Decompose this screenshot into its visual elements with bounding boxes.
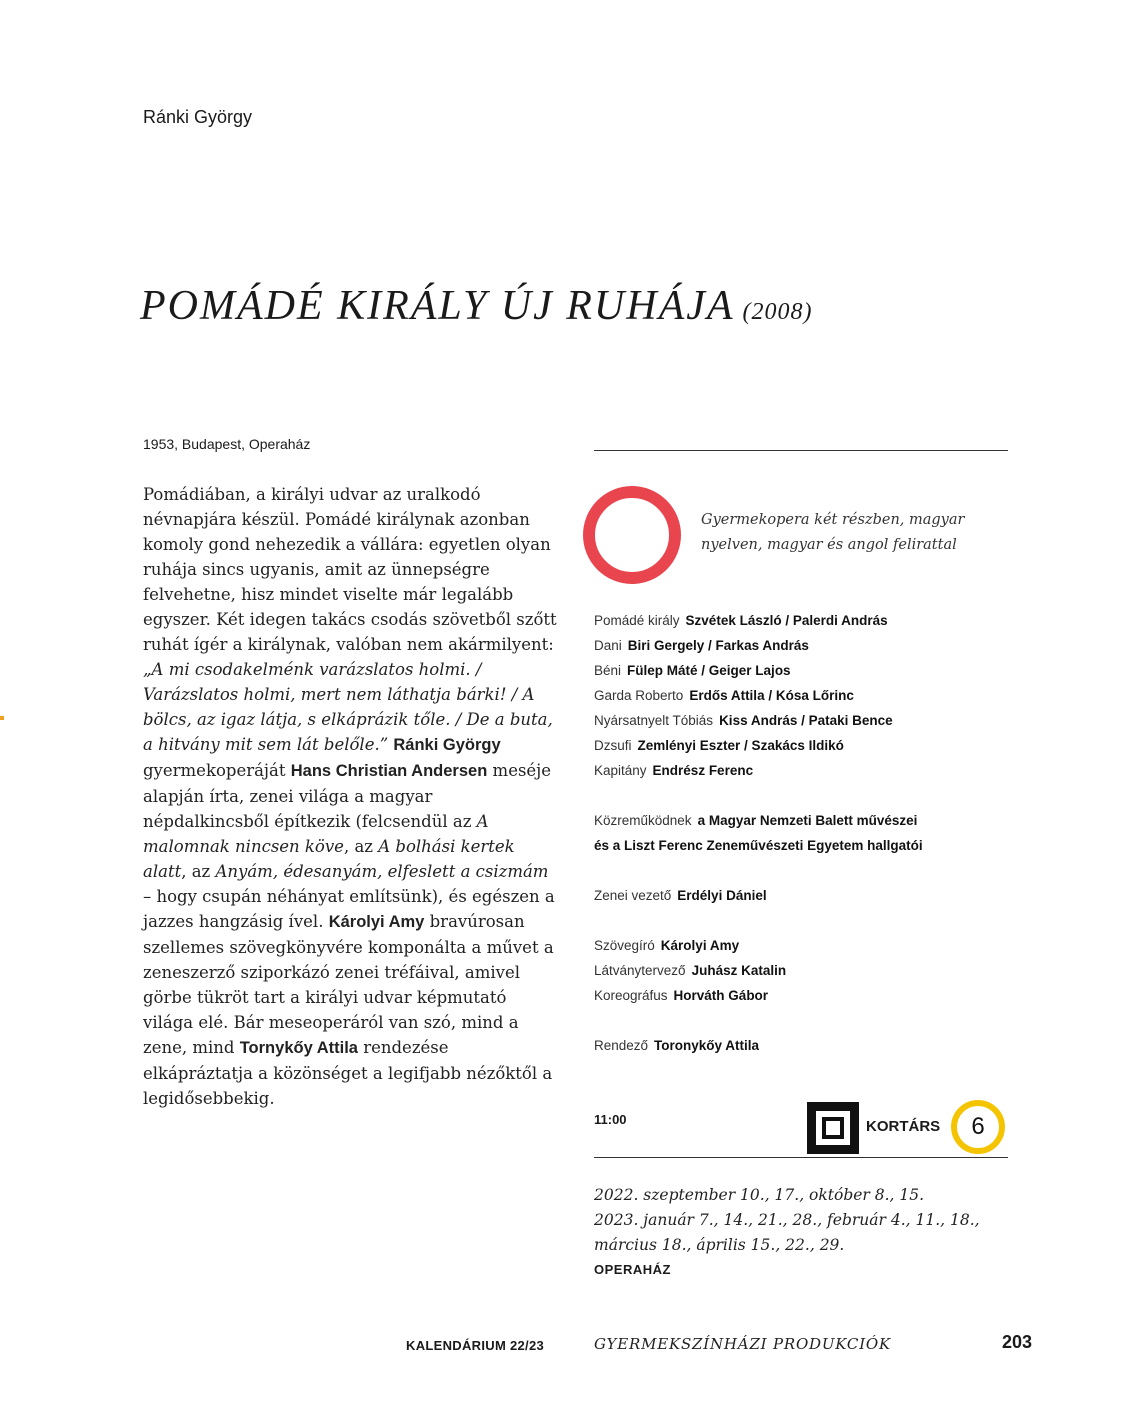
creator-role: Koreográfus [594,988,668,1003]
composer-name: Ránki György [143,107,253,127]
creator-name: Horváth Gábor [673,988,769,1003]
synopsis-text: , az [343,837,379,856]
page-title: POMÁDÉ KIRÁLY ÚJ RUHÁJA [140,283,735,329]
creator-row [594,958,923,983]
cast-name: Endrész Ferenc [652,763,754,778]
cast-name: Szvétek László / Palerdi András [685,613,888,628]
cast-role: Pomádé király [594,613,680,628]
synopsis-text: rendezése elkápráztatja a közönséget a legifjabb nézőktől a legidősebbekig. [143,1038,553,1108]
footer-section: GYERMEKSZÍNHÁZI PRODUKCIÓK [594,1335,892,1353]
cast-row [594,683,923,708]
cast-role: Nyársatnyelt Tóbiás [594,713,714,728]
synopsis [143,482,561,1111]
director-name: Toronykőy Attila [654,1038,760,1053]
synopsis-song-title: Anyám, édesanyám, elfeslett a csizmám [215,862,549,881]
venue: OPERAHÁZ [594,1262,671,1277]
series-label: KORTÁRS [866,1118,941,1135]
cast-name: Zemlényi Eszter / Szakács Ildikó [637,738,844,753]
synopsis-text: , az [181,862,216,881]
cast-name: Erdős Attila / Kósa Lőrinc [689,688,854,703]
cast-role: Garda Roberto [594,688,684,703]
synopsis-bold-name: Ránki György [393,736,501,754]
creator-row [594,933,923,958]
divider-bottom [594,1157,1008,1158]
synopsis-bold-name: Tornykőy Attila [239,1039,358,1057]
cast-row [594,758,923,783]
contrib-line1: a Magyar Nemzeti Balett művészei [697,813,918,828]
conductor-role: Zenei vezető [594,888,672,903]
page-number: 203 [1002,1332,1033,1352]
director-role: Rendező [594,1038,649,1053]
creator-role: Szövegíró [594,938,655,953]
cast-role: Kapitány [594,763,647,778]
performance-time: 11:00 [594,1112,627,1127]
director-row [594,1033,923,1058]
cast-name: Fülep Máté / Geiger Lajos [627,663,791,678]
creator-role: Látványtervező [594,963,686,978]
contrib-row [594,808,923,833]
cast-name: Kiss András / Pataki Bence [719,713,893,728]
synopsis-bold-name: Hans Christian Andersen [290,762,488,780]
synopsis-bold-name: Károlyi Amy [328,913,425,931]
creator-name: Juhász Katalin [691,963,787,978]
credits-list [594,608,923,1058]
synopsis-text: Pomádiában, a királyi udvar az uralkodó névnapjára készül. Pomádé királynak azonban komoly gond nehezedik a vállára: egyetlen olyan ruhája sincs ugyanis, amit az ünnepségre felvehetne, hisz mindet viselte már legalább egyszer. Két idegen takács csodás szövetből szőtt ruhát ígér a királynak, valóban nem akármilyent: [143,485,557,654]
footer-publication: KALENDÁRIUM 22/23 [406,1338,545,1353]
synopsis-text: bravúrosan szellemes szövegkönyvére komponálta a művet a zeneszerző sziporkázó zenei tréfáival, amivel görbe tükröt tart a királyi udvar képmutató világa elé. Bár meseoperáról van szó, mind a zene, mind [143,912,554,1057]
creator-name: Károlyi Amy [660,938,740,953]
age-rating-icon: 6 [951,1100,1005,1154]
cast-role: Dani [594,638,622,653]
synopsis-text: gyermekoperáját [143,761,291,780]
cast-row [594,608,923,633]
synopsis-quote: „A mi csodakelménk varázslatos holmi. / Varázslatos holmi, mert nem láthatja bárki! / A bölcs, az igaz látja, s elkáprázik tőle. / De a buta, a hitvány mit sem lát belőle.” [143,660,553,754]
cast-row [594,708,923,733]
cast-row [594,633,923,658]
title-year: (2008) [742,299,813,325]
red-ring-icon [583,486,681,584]
creator-row [594,983,923,1008]
contrib-row [594,833,923,858]
cast-name: Biri Gergely / Farkas András [627,638,809,653]
synopsis-text: – hogy csupán néhányat említsünk), és egészen a jazzes hangzásig ível. [143,887,555,931]
kortars-square-icon [807,1102,859,1154]
genre-description: Gyermekopera két részben, magyar nyelven, magyar és angol felirattal [701,512,965,553]
synopsis-song-title: A bolhási kertek alatt [143,837,515,881]
premiere-info: 1953, Budapest, Operaház [143,436,311,452]
performance-dates [594,1183,1008,1258]
contrib-line2: és a Liszt Ferenc Zeneművészeti Egyetem hallgatói [594,838,923,853]
page-edge-mark [0,716,4,720]
conductor-row [594,883,923,908]
dates-line: 2023. január 7., 14., 21., 28., február 4., 11., 18., [594,1211,980,1229]
dates-line: 2022. szeptember 10., 17., október 8., 15. [594,1186,925,1204]
conductor-name: Erdélyi Dániel [677,888,767,903]
dates-line: március 18., április 15., 22., 29. [594,1236,845,1254]
cast-row [594,733,923,758]
synopsis-text: meséje alapján írta, zenei világa a magyar népdalkincsből építkezik (felcsendül az [143,761,552,831]
title-block [140,282,813,330]
divider-top [594,450,1008,451]
cast-role: Dzsufi [594,738,632,753]
cast-role: Béni [594,663,622,678]
synopsis-song-title: A malomnak nincsen köve [143,812,489,856]
cast-row [594,658,923,683]
contrib-role: Közreműködnek [594,813,692,828]
